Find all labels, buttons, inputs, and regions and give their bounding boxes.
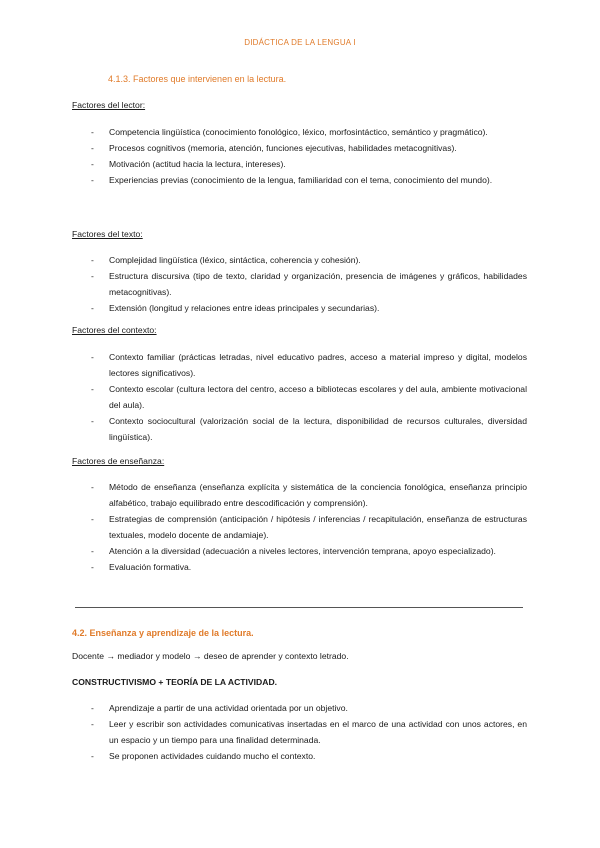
list-constructivismo — [0, 700, 600, 764]
list-factores-contexto — [0, 349, 600, 445]
dash-marker: - — [91, 416, 94, 426]
dash-marker: - — [91, 352, 94, 362]
dash-marker: - — [91, 514, 94, 524]
dash-marker: - — [91, 271, 94, 281]
list-item: - Motivación (actitud hacia la lectura, intereses). — [0, 156, 527, 172]
heading-factores-texto: Factores del texto: — [72, 229, 143, 239]
list-item: - Procesos cognitivos (memoria, atención, funciones ejecutivas, habilidades metacognitivas). — [0, 140, 527, 156]
dash-marker: - — [91, 303, 94, 313]
list-item: - Contexto escolar (cultura lectora del centro, acceso a bibliotecas escolares y del aula, ambiente motivacional del aula). — [0, 381, 527, 413]
heading-factores-ensenanza: Factores de enseñanza: — [72, 456, 165, 466]
dash-marker: - — [91, 255, 94, 265]
docente-line: Docente → mediador y modelo → deseo de aprender y contexto letrado. — [72, 651, 349, 661]
constructivismo-heading: CONSTRUCTIVISMO + TEORÍA DE LA ACTIVIDAD. — [72, 677, 278, 687]
list-item: - Competencia lingüística (conocimiento fonológico, léxico, morfosintáctico, semántico y pragmático). — [0, 124, 527, 140]
list-factores-ensenanza — [0, 479, 600, 575]
list-item: - Leer y escribir son actividades comunicativas insertadas en el marco de una actividad con unos actores, en un espacio y un tiempo para una finalidad determinada. — [0, 716, 527, 748]
heading-factores-lector: Factores del lector: — [72, 100, 146, 110]
horizontal-divider — [75, 607, 523, 608]
list-factores-lector — [0, 124, 600, 188]
list-item: - Extensión (longitud y relaciones entre ideas principales y secundarias). — [0, 300, 527, 316]
list-item: - Aprendizaje a partir de una actividad orientada por un objetivo. — [0, 700, 527, 716]
dash-marker: - — [91, 175, 94, 185]
dash-marker: - — [91, 482, 94, 492]
list-item: - Estructura discursiva (tipo de texto, claridad y organización, presencia de imágenes y gráficos, habilidades metacognitivas). — [0, 268, 527, 300]
list-item: - Contexto familiar (prácticas letradas, nivel educativo padres, acceso a material impreso y digital, modelos lectores significativos). — [0, 349, 527, 381]
list-item: - Estrategias de comprensión (anticipación / hipótesis / inferencias / recapitulación, enseñanza de estructuras textuales, modelo docente de andamiaje). — [0, 511, 527, 543]
section-title-4-2: 4.2. Enseñanza y aprendizaje de la lectura. — [72, 628, 254, 638]
dash-marker: - — [91, 562, 94, 572]
list-item: - Complejidad lingüística (léxico, sintáctica, coherencia y cohesión). — [0, 252, 527, 268]
dash-marker: - — [91, 127, 94, 137]
dash-marker: - — [91, 703, 94, 713]
list-item: - Evaluación formativa. — [0, 559, 527, 575]
dash-marker: - — [91, 143, 94, 153]
subsection-title: 4.1.3. Factores que intervienen en la lectura. — [108, 74, 287, 84]
running-header: DIDÁCTICA DE LA LENGUA I — [244, 38, 356, 47]
list-item: - Atención a la diversidad (adecuación a niveles lectores, intervención temprana, apoyo especializado). — [0, 543, 527, 559]
dash-marker: - — [91, 546, 94, 556]
list-item: - Contexto sociocultural (valorización social de la lectura, disponibilidad de recursos culturales, diversidad lingüística). — [0, 413, 527, 445]
dash-marker: - — [91, 159, 94, 169]
dash-marker: - — [91, 751, 94, 761]
list-item: - Se proponen actividades cuidando mucho el contexto. — [0, 748, 527, 764]
list-factores-texto — [0, 252, 600, 316]
list-item: - Método de enseñanza (enseñanza explícita y sistemática de la conciencia fonológica, enseñanza principio alfabético, trabajo equilibrado entre descodificación y comprensión). — [0, 479, 527, 511]
list-item: - Experiencias previas (conocimiento de la lengua, familiaridad con el tema, conocimiento del mundo). — [0, 172, 527, 188]
dash-marker: - — [91, 719, 94, 729]
heading-factores-contexto: Factores del contexto: — [72, 325, 157, 335]
dash-marker: - — [91, 384, 94, 394]
